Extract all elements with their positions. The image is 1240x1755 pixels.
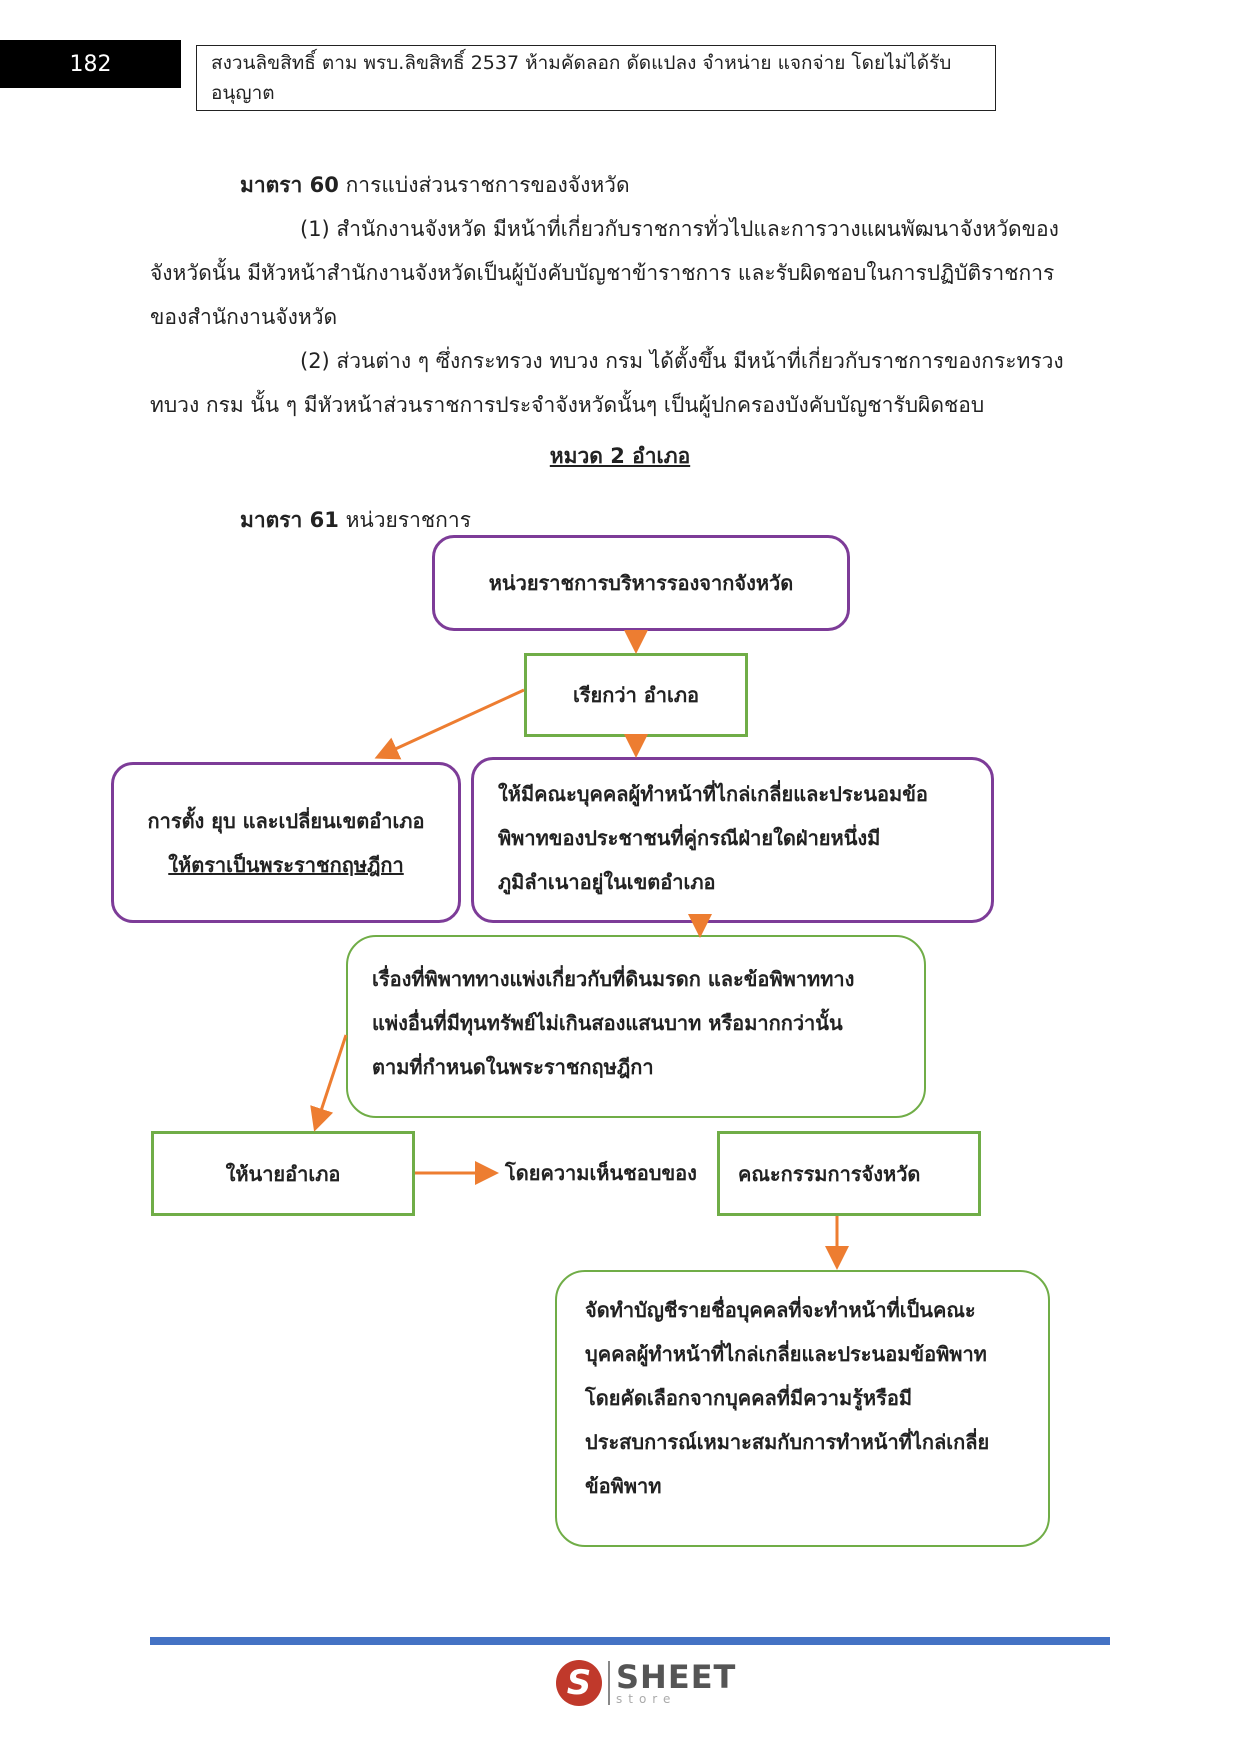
section-60-title: การแบ่งส่วนราชการของจังหวัด — [338, 173, 630, 197]
logo-text — [616, 1658, 737, 1706]
sheet-store-logo — [556, 1660, 736, 1706]
flow-list-line2: บุคคลผู้ทำหน้าที่ไกล่เกลี่ยและประนอมข้อพิพาท — [585, 1342, 987, 1366]
flow-right-box — [471, 757, 994, 923]
flow-called-box — [524, 653, 748, 737]
flow-right-line2: พิพาทของประชาชนที่คู่กรณีฝ่ายใดฝ่ายหนึ่งมี — [498, 826, 881, 850]
flow-dispute-line1: เรื่องที่พิพาททางแพ่งเกี่ยวกับที่ดินมรดก และข้อพิพาททาง — [372, 967, 855, 991]
section-61-label: มาตรา 61 — [240, 508, 339, 532]
flow-left-line1: การตั้ง ยุบ และเปลี่ยนเขตอำเภอ — [147, 808, 425, 833]
flow-consent-label: โดยความเห็นชอบของ — [505, 1161, 697, 1185]
section-60-heading — [240, 163, 630, 207]
flow-list-line1: จัดทำบัญชีรายชื่อบุคคลที่จะทำหน้าที่เป็นคณะ — [585, 1298, 976, 1322]
section-60-p1-line2: จังหวัดนั้น มีหัวหน้าสำนักงานจังหวัดเป็นผู้บังคับบัญชาข้าราชการ และรับผิดชอบในการปฏิบัติราชการ — [150, 261, 1055, 285]
flow-called-text: เรียกว่า อำเภอ — [572, 683, 700, 707]
flow-top-text: หน่วยราชการบริหารรองจากจังหวัด — [488, 571, 794, 595]
flow-dispute-line2: แพ่งอื่นที่มีทุนทรัพย์ไม่เกินสองแสนบาท หรือมากกว่านั้น — [372, 1011, 843, 1035]
page-number: 182 — [0, 40, 181, 88]
flow-top-box — [432, 535, 850, 631]
copyright-header — [196, 45, 996, 111]
chapter-heading: หมวด 2 อำเภอ — [549, 444, 691, 468]
copyright-text: สงวนลิขสิทธิ์ ตาม พรบ.ลิขสิทธิ์ 2537 ห้ามคัดลอก ดัดแปลง จำหน่าย แจกจ่าย โดยไม่ได้รับอนุญาต — [211, 52, 952, 104]
arrow-dispute-to-officer — [316, 1035, 346, 1126]
section-60-p2-line2: ทบวง กรม นั้น ๆ มีหัวหน้าส่วนราชการประจำจังหวัดนั้นๆ เป็นผู้ปกครองบังคับบัญชารับผิดชอบ — [150, 393, 985, 417]
flow-dispute-line3: ตามที่กำหนดในพระราชกฤษฎีกา — [372, 1055, 654, 1079]
section-60-p1-line1: (1) สำนักงานจังหวัด มีหน้าที่เกี่ยวกับราชการทั่วไปและการวางแผนพัฒนาจังหวัดของ — [300, 217, 1059, 241]
section-60-p1-line3: ของสำนักงานจังหวัด — [150, 305, 338, 329]
flow-left-box — [111, 762, 461, 923]
logo-sub-text: store — [616, 1692, 677, 1706]
flow-left-line2: ให้ตราเป็นพระราชกฤษฎีกา — [168, 852, 404, 877]
section-61-title: หน่วยราชการ — [338, 508, 471, 532]
flow-list-box — [555, 1270, 1050, 1547]
logo-main-text: SHEET — [616, 1658, 737, 1696]
logo-separator — [608, 1661, 610, 1705]
flow-committee-box — [717, 1131, 981, 1216]
footer-bar — [150, 1637, 1110, 1645]
flow-list-line3: โดยคัดเลือกจากบุคคลที่มีความรู้หรือมี — [585, 1386, 913, 1410]
flow-district-officer-box — [151, 1131, 415, 1216]
section-60-label: มาตรา 60 — [240, 173, 339, 197]
logo-s-icon: S — [556, 1660, 602, 1706]
section-60-p2-line1: (2) ส่วนต่าง ๆ ซึ่งกระทรวง ทบวง กรม ได้ตั้งขึ้น มีหน้าที่เกี่ยวกับราชการของกระทรวง — [300, 349, 1064, 373]
flow-right-line1: ให้มีคณะบุคคลผู้ทำหน้าที่ไกล่เกลี่ยและประนอมข้อ — [498, 782, 928, 806]
flow-right-line3: ภูมิลำเนาอยู่ในเขตอำเภอ — [498, 870, 716, 894]
arrow-called-to-left — [380, 690, 524, 756]
flow-committee-text: คณะกรรมการจังหวัด — [738, 1161, 921, 1186]
flow-dispute-box — [346, 935, 926, 1118]
section-61-heading — [240, 498, 471, 542]
flow-list-line5: ข้อพิพาท — [585, 1474, 662, 1498]
flow-district-officer-text: ให้นายอำเภอ — [225, 1161, 341, 1186]
flow-list-line4: ประสบการณ์เหมาะสมกับการทำหน้าที่ไกล่เกลี่ย — [585, 1430, 990, 1454]
